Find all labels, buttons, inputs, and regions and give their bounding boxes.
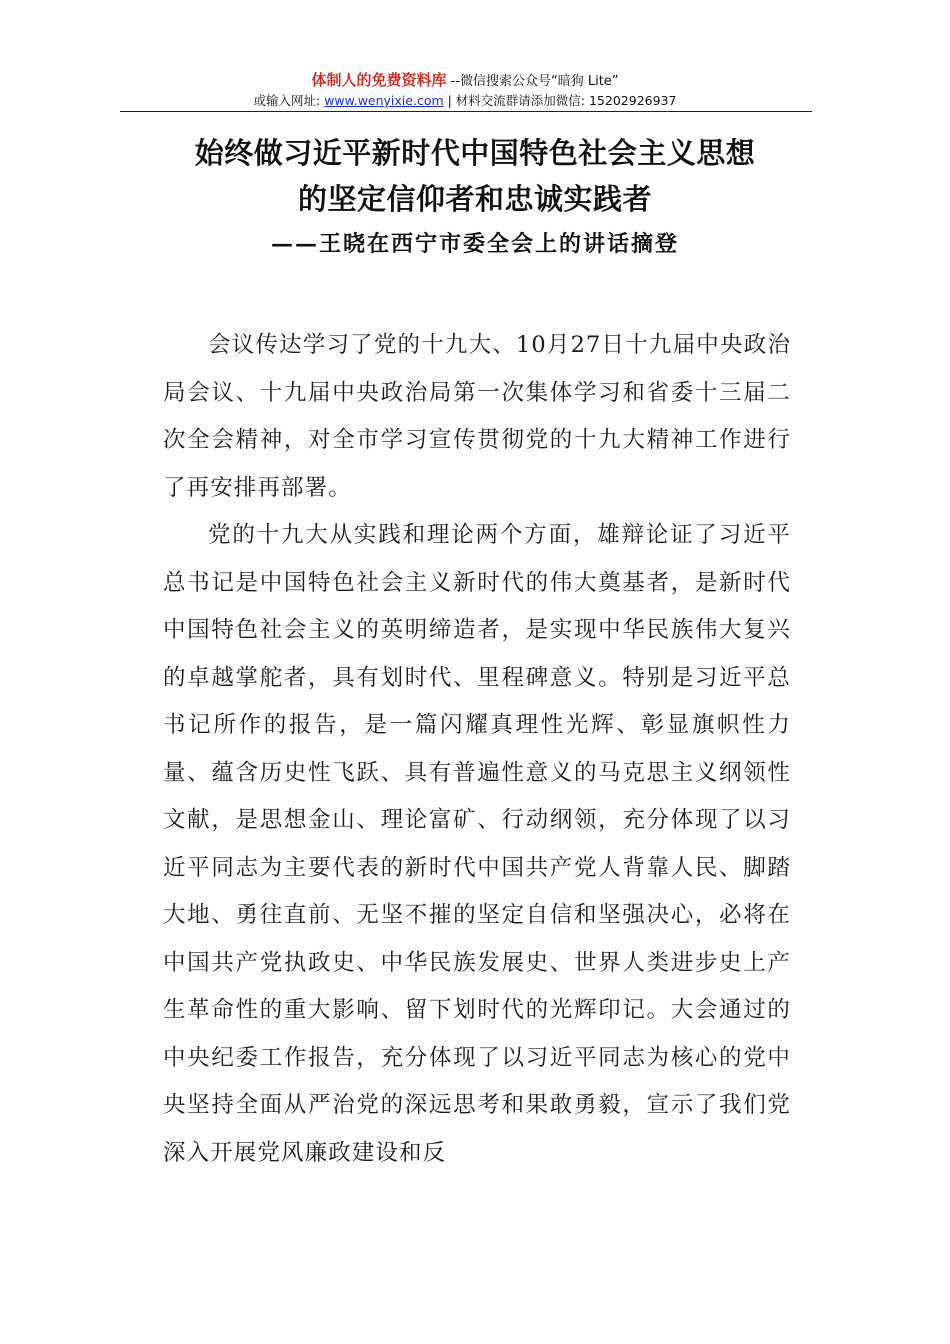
header-url-prefix: 或输入网址: [253, 93, 325, 108]
header-divider [120, 111, 812, 112]
document-subtitle: ——王晓在西宁市委全会上的讲话摘登 [270, 231, 679, 257]
header-brand: 体制人的免费资料库 [311, 71, 447, 89]
title-line-1: 始终做习近平新时代中国特色社会主义思想 [194, 136, 756, 170]
header-line-1 [120, 70, 810, 92]
title-line-2: 的坚定信仰者和忠诚实践者 [297, 182, 652, 216]
body-paragraph-2: 党的十九大从实践和理论两个方面，雄辩论证了习近平总书记是中国特色社会主义新时代的伟大奠基者，是新时代中国特色社会主义的英明缔造者，是实现中华民族伟大复兴的卓越掌舵者，具有划时代、里程碑意义。特别是习近平总书记所作的报告，是一篇闪耀真理性光辉、彰显旗帜性力量、蕴含历史性飞跃、具有普遍性意义的马克思主义纲领性文献，是思想金山、理论富矿、行动纲领，充分体现了以习近平同志为主要代表的新时代中国共产党人背靠人民、脚踏大地、勇往直前、无坚不摧的坚定自信和坚强决心，必将在中国共产党执政史、中华民族发展史、世界人类进步史上产生革命性的重大影响、留下划时代的光辉印记。大会通过的中央纪委工作报告，充分体现了以习近平同志为核心的党中央坚持全面从严治党的深远思考和果敢勇毅，宣示了我们党深入开展党风廉政建设和反 [163, 522, 791, 1166]
header-line-2 [120, 92, 810, 110]
document-title [120, 130, 830, 222]
page-header [120, 70, 810, 110]
document-body [163, 322, 791, 1177]
header-note: --微信搜索公众号“暗狗 Lite” [446, 74, 619, 89]
header-url-link[interactable]: www.wenyixie.com [324, 93, 444, 108]
header-contact: | 材料交流群请添加微信: 15202926937 [443, 93, 677, 108]
body-paragraph-1: 会议传达学习了党的十九大、10月27日十九届中央政治局会议、十九届中央政治局第一次集体学习和省委十三届二次全会精神，对全市学习宣传贯彻党的十九大精神工作进行了再安排再部署。 [163, 332, 791, 501]
